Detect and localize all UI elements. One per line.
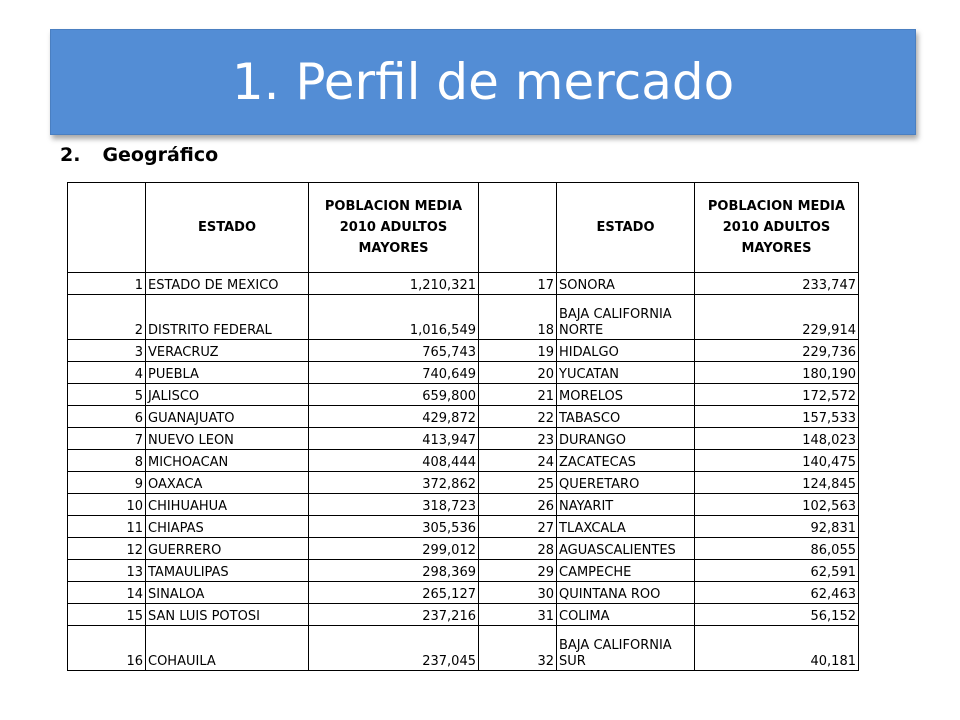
population-cell: 298,369 [309,560,479,582]
population-cell: 124,845 [695,472,859,494]
state-cell: TABASCO [557,406,695,428]
title-banner [50,29,916,135]
state-cell: MICHOACAN [146,450,309,472]
table-row [68,428,859,450]
table-row [68,362,859,384]
state-cell: VERACRUZ [146,340,309,362]
population-cell: 140,475 [695,450,859,472]
rank-cell: 28 [479,538,557,560]
rank-cell: 13 [68,560,146,582]
table-row [68,273,859,295]
section-number: 2. [60,144,81,166]
table-body [68,273,859,671]
population-cell: 62,463 [695,582,859,604]
rank-cell: 2 [68,295,146,340]
population-cell: 659,800 [309,384,479,406]
table-row [68,582,859,604]
rank-cell: 9 [68,472,146,494]
table-row [68,384,859,406]
table-row [68,626,859,671]
table-row [68,604,859,626]
rank-cell: 25 [479,472,557,494]
rank-cell: 12 [68,538,146,560]
rank-cell: 3 [68,340,146,362]
state-cell: CHIHUAHUA [146,494,309,516]
population-cell: 237,045 [309,626,479,671]
population-cell: 92,831 [695,516,859,538]
state-cell: DURANGO [557,428,695,450]
state-cell: MORELOS [557,384,695,406]
population-cell: 1,016,549 [309,295,479,340]
state-cell: SAN LUIS POTOSI [146,604,309,626]
rank-cell: 31 [479,604,557,626]
rank-cell: 26 [479,494,557,516]
rank-cell: 19 [479,340,557,362]
population-cell: 102,563 [695,494,859,516]
state-cell: ZACATECAS [557,450,695,472]
table-row [68,450,859,472]
rank-cell: 15 [68,604,146,626]
table-row [68,560,859,582]
state-cell: COHAUILA [146,626,309,671]
state-cell: BAJA CALIFORNIA SUR [557,626,695,671]
rank-cell: 10 [68,494,146,516]
rank-cell: 29 [479,560,557,582]
header-rank-right [479,183,557,273]
table-row [68,538,859,560]
population-cell: 237,216 [309,604,479,626]
rank-cell: 8 [68,450,146,472]
population-cell: 413,947 [309,428,479,450]
population-cell: 157,533 [695,406,859,428]
population-cell: 148,023 [695,428,859,450]
population-cell: 372,862 [309,472,479,494]
rank-cell: 18 [479,295,557,340]
state-cell: PUEBLA [146,362,309,384]
population-cell: 1,210,321 [309,273,479,295]
population-cell: 56,152 [695,604,859,626]
table-row [68,340,859,362]
rank-cell: 27 [479,516,557,538]
population-cell: 765,743 [309,340,479,362]
population-cell: 429,872 [309,406,479,428]
table-row [68,516,859,538]
rank-cell: 5 [68,384,146,406]
state-cell: COLIMA [557,604,695,626]
state-cell: GUERRERO [146,538,309,560]
table-header-row [68,183,859,273]
population-cell: 265,127 [309,582,479,604]
population-cell: 233,747 [695,273,859,295]
state-cell: CAMPECHE [557,560,695,582]
state-cell: QUERETARO [557,472,695,494]
rank-cell: 6 [68,406,146,428]
header-rank-left [68,183,146,273]
state-cell: SINALOA [146,582,309,604]
rank-cell: 11 [68,516,146,538]
state-cell: ESTADO DE MEXICO [146,273,309,295]
state-cell: HIDALGO [557,340,695,362]
state-cell: TAMAULIPAS [146,560,309,582]
state-cell: SONORA [557,273,695,295]
table-row [68,406,859,428]
state-cell: AGUASCALIENTES [557,538,695,560]
rank-cell: 16 [68,626,146,671]
state-cell: GUANAJUATO [146,406,309,428]
state-cell: NAYARIT [557,494,695,516]
rank-cell: 7 [68,428,146,450]
population-cell: 86,055 [695,538,859,560]
population-table [67,182,859,671]
rank-cell: 32 [479,626,557,671]
rank-cell: 22 [479,406,557,428]
state-cell: BAJA CALIFORNIA NORTE [557,295,695,340]
section-label: Geográfico [102,144,219,166]
state-cell: JALISCO [146,384,309,406]
population-cell: 305,536 [309,516,479,538]
rank-cell: 14 [68,582,146,604]
state-cell: NUEVO LEON [146,428,309,450]
population-cell: 740,649 [309,362,479,384]
table-row [68,295,859,340]
rank-cell: 20 [479,362,557,384]
state-cell: YUCATAN [557,362,695,384]
population-cell: 318,723 [309,494,479,516]
population-cell: 40,181 [695,626,859,671]
population-cell: 408,444 [309,450,479,472]
state-cell: OAXACA [146,472,309,494]
population-cell: 62,591 [695,560,859,582]
table-row [68,494,859,516]
state-cell: DISTRITO FEDERAL [146,295,309,340]
header-population-right: POBLACION MEDIA 2010 ADULTOS MAYORES [695,183,859,273]
rank-cell: 23 [479,428,557,450]
slide-title: 1. Perfil de mercado [231,53,735,111]
population-cell: 172,572 [695,384,859,406]
population-cell: 299,012 [309,538,479,560]
population-cell: 180,190 [695,362,859,384]
population-cell: 229,914 [695,295,859,340]
rank-cell: 4 [68,362,146,384]
header-state-right: ESTADO [557,183,695,273]
header-population-left: POBLACION MEDIA 2010 ADULTOS MAYORES [309,183,479,273]
state-cell: QUINTANA ROO [557,582,695,604]
rank-cell: 21 [479,384,557,406]
rank-cell: 1 [68,273,146,295]
rank-cell: 24 [479,450,557,472]
table-row [68,472,859,494]
section-heading [60,144,218,166]
state-cell: TLAXCALA [557,516,695,538]
state-cell: CHIAPAS [146,516,309,538]
population-cell: 229,736 [695,340,859,362]
header-state-left: ESTADO [146,183,309,273]
rank-cell: 30 [479,582,557,604]
rank-cell: 17 [479,273,557,295]
